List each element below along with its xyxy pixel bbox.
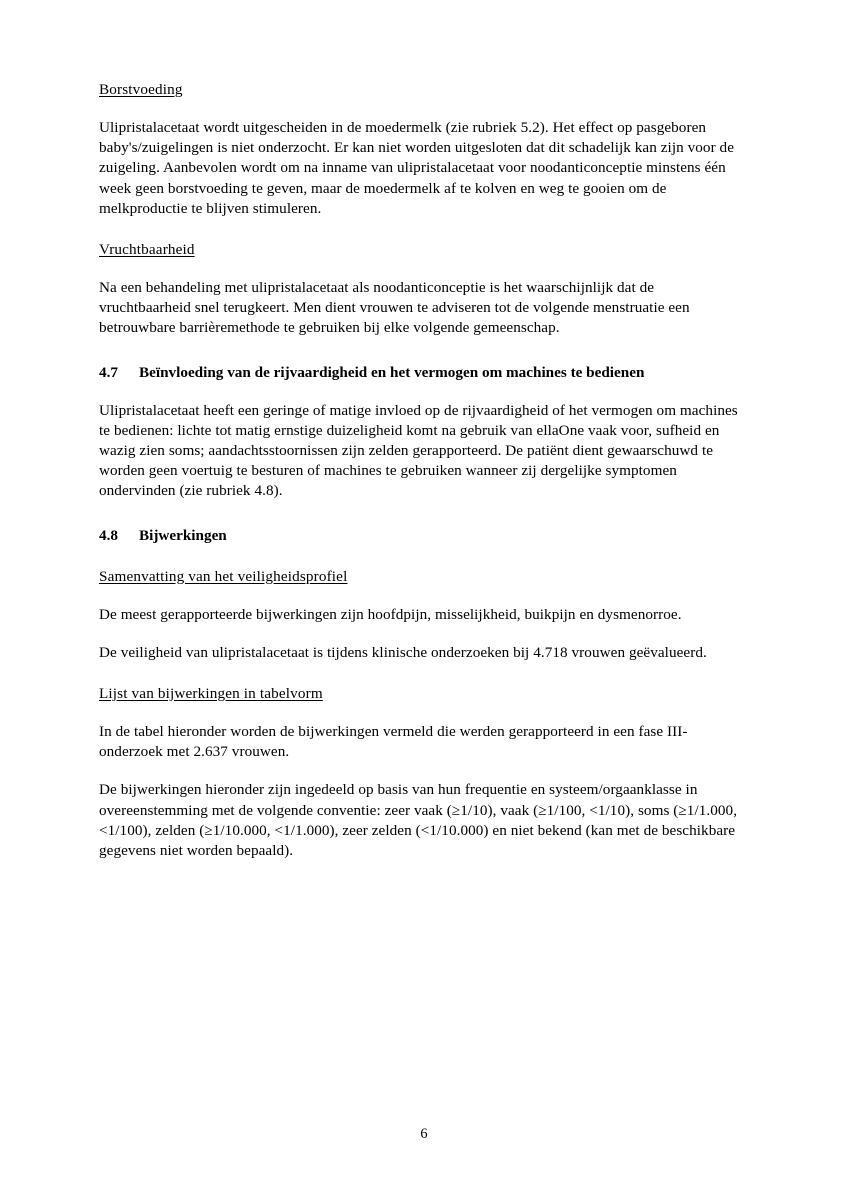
safety-profile-paragraph-1: De meest gerapporteerde bijwerkingen zijn hoofdpijn, misselijkheid, buikpijn en dysmenorroe.	[99, 605, 682, 623]
spacer	[99, 502, 749, 526]
spacer	[99, 663, 749, 684]
spacer	[99, 383, 749, 401]
fertility-paragraph: Na een behandeling met ulipristalacetaat als noodanticonceptie is het waarschijnlijk dat de vruchtbaarheid snel terugkeert. Men dient vrouwen te adviseren tot de volgende menstruatie een betrouwbare barrièremethode te gebruiken bij elke volgende gemeenschap.	[99, 279, 690, 337]
adr-table-paragraph-1: In de tabel hieronder worden de bijwerkingen vermeld die werden gerapporteerd in een fase III-onderzoek met 2.637 vrouwen.	[99, 723, 688, 761]
safety-profile-heading: Samenvatting van het veiligheidsprofiel	[99, 567, 348, 585]
section-heading-4-8	[99, 526, 749, 546]
section-title-4-7: Beïnvloeding van de rijvaardigheid en het vermogen om machines te bedienen	[139, 363, 645, 381]
section-number-4-7: 4.7	[99, 363, 118, 381]
spacer	[99, 762, 749, 780]
safety-profile-paragraph-2: De veiligheid van ulipristalacetaat is tijdens klinische onderzoeken bij 4.718 vrouwen geëvalueerd.	[99, 643, 707, 661]
spacer	[99, 546, 749, 567]
adr-table-paragraph-2: De bijwerkingen hieronder zijn ingedeeld op basis van hun frequentie en systeem/orgaanklasse in overeenstemming met de volgende conventie: zeer vaak (≥1/10), vaak (≥1/100, <1/10), soms (≥1/1.000, <1/100), zelden (≥1/10.000, <1/1.000), zeer zelden (<1/10.000) en niet bekend (kan met de beschikbare gegevens niet worden bepaald).	[99, 781, 738, 860]
breastfeeding-paragraph: Ulipristalacetaat wordt uitgescheiden in de moedermelk (zie rubriek 5.2). Het effect op pasgeboren baby's/zuigelingen is niet onderzocht. Er kan niet worden uitgesloten dat dit schadelijk kan zijn voor de zuigeling. Aanbevolen wordt om na inname van ulipristalacetaat voor noodanticonceptie minstens één week geen borstvoeding te geven, maar de moedermelk af te kolven en weg te gooien om de melkproductie te blijven stimuleren.	[99, 119, 735, 217]
spacer	[99, 100, 749, 118]
section-title-4-8: Bijwerkingen	[139, 526, 227, 544]
adr-table-heading: Lijst van bijwerkingen in tabelvorm	[99, 685, 323, 703]
page-content	[99, 80, 749, 861]
spacer	[99, 219, 749, 240]
spacer	[99, 260, 749, 278]
spacer	[99, 625, 749, 643]
section-number-4-8: 4.8	[99, 526, 118, 544]
spacer	[99, 704, 749, 722]
spacer	[99, 339, 749, 363]
section-heading-4-7	[99, 363, 749, 383]
fertility-heading: Vruchtbaarheid	[99, 241, 195, 259]
section-4-7-paragraph: Ulipristalacetaat heeft een geringe of matige invloed op de rijvaardigheid of het vermogen om machines te bedienen: lichte tot matig ernstige duizeligheid komt na gebruik van ellaOne vaak voor, sufheid en wazig zien soms; aandachtsstoornissen zijn zelden gerapporteerd. De patiënt dient gewaarschuwd te worden geen voertuig te besturen of machines te gebruiken wanneer zij dergelijke symptomen ondervinden (zie rubriek 4.8).	[99, 401, 738, 500]
breastfeeding-heading: Borstvoeding	[99, 81, 183, 98]
spacer	[99, 587, 749, 605]
page-number: 6	[420, 1126, 428, 1142]
